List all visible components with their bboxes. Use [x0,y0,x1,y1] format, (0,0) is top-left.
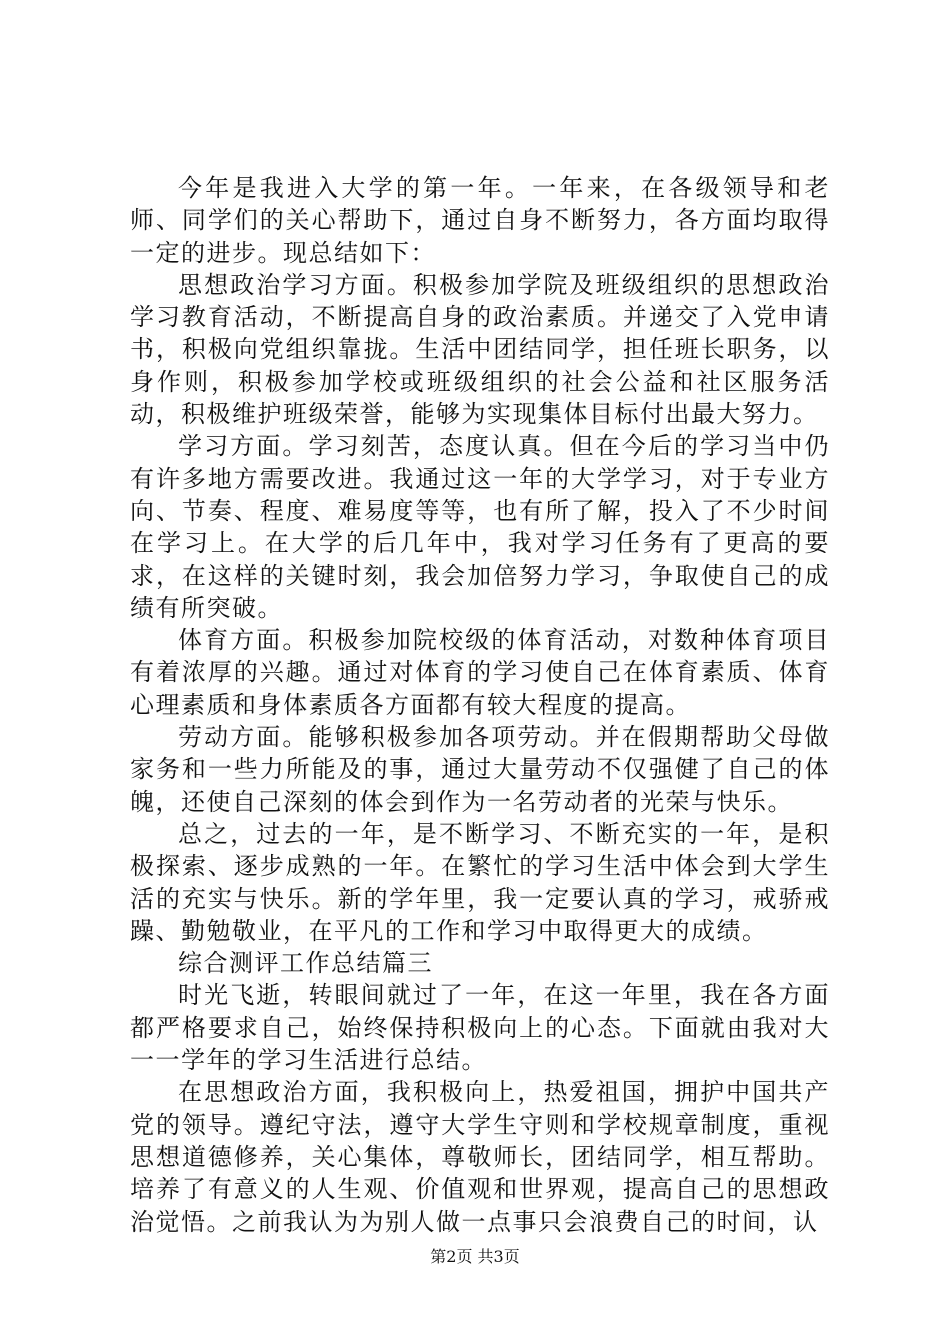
paragraph-politics: 思想政治学习方面。积极参加学院及班级组织的思想政治学习教育活动，不断提高自身的政治素质。并递交了入党申请书，积极向党组织靠拢。生活中团结同学，担任班长职务，以身作则，积极参加学校或班级组织的社会公益和社区服务活动，积极维护班级荣誉，能够为实现集体目标付出最大努力。 [130,270,830,429]
paragraph-sports: 体育方面。积极参加院校级的体育活动，对数种体育项目有着浓厚的兴趣。通过对体育的学习使自己在体育素质、体育心理素质和身体素质各方面都有较大程度的提高。 [130,626,830,719]
paragraph-study: 学习方面。学习刻苦，态度认真。但在今后的学习当中仍有许多地方需要改进。我通过这一年的大学学习，对于专业方向、节奏、程度、难易度等等，也有所了解，投入了不少时间在学习上。在大学的后几年中，我对学习任务有了更高的要求，在这样的关键时刻，我会加倍努力学习，争取使自己的成绩有所突破。 [130,432,830,622]
paragraph-ideology: 在思想政治方面，我积极向上，热爱祖国，拥护中国共产党的领导。遵纪守法，遵守大学生守则和学校规章制度，重视思想道德修养，关心集体，尊敬师长，团结同学，相互帮助。培养了有意义的人生观、价值观和世界观，提高自己的思想政治觉悟。之前我认为为别人做一点事只会浪费自己的时间，认 [130,1078,830,1236]
page-footer: 第2页 共3页 [430,1247,520,1266]
document-body [130,172,830,1238]
section-heading: 综合测评工作总结篇三 [178,949,433,978]
paragraph-intro: 今年是我进入大学的第一年。一年来，在各级领导和老师、同学们的关心帮助下，通过自身不断努力，各方面均取得一定的进步。现总结如下： [130,174,830,267]
paragraph-conclusion: 总之，过去的一年，是不断学习、不断充实的一年，是积极探索、逐步成熟的一年。在繁忙的学习生活中体会到大学生活的充实与快乐。新的学年里，我一定要认真的学习，戒骄戒躁、勤勉敬业，在平凡的工作和学习中取得更大的成绩。 [130,819,830,945]
paragraph-labor: 劳动方面。能够积极参加各项劳动。并在假期帮助父母做家务和一些力所能及的事，通过大量劳动不仅强健了自己的体魄，还使自己深刻的体会到作为一名劳动者的光荣与快乐。 [130,723,830,816]
paragraph-time: 时光飞逝，转眼间就过了一年，在这一年里，我在各方面都严格要求自己，始终保持积极向上的心态。下面就由我对大一一学年的学习生活进行总结。 [130,981,830,1075]
